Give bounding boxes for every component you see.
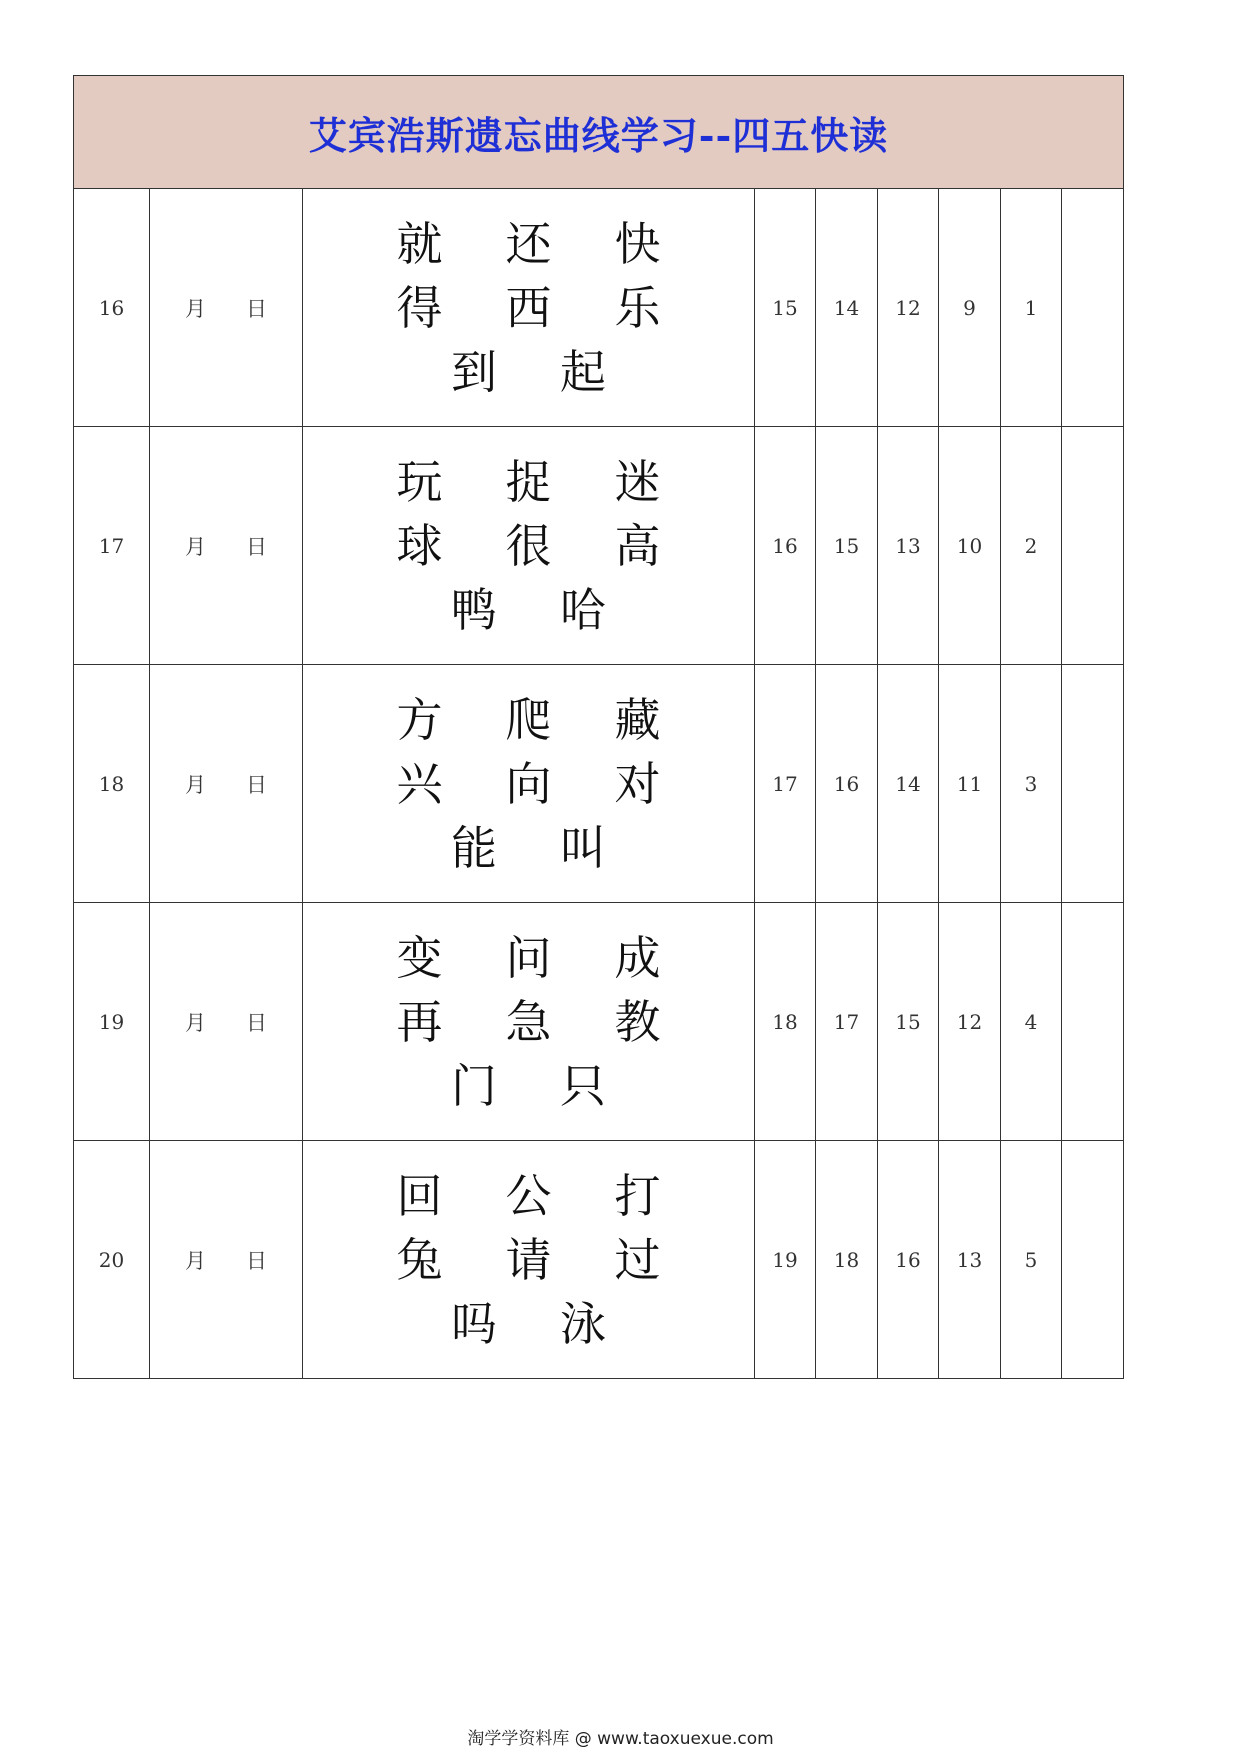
character: 哈 (560, 582, 606, 637)
character: 到 (451, 344, 497, 399)
review-day-cell: 16 (755, 427, 816, 665)
character: 玩 (396, 454, 443, 509)
day-number: 18 (74, 665, 150, 903)
character-line (303, 752, 754, 816)
review-day-cell: 14 (816, 189, 878, 427)
characters-cell (303, 1141, 755, 1379)
characters-cell (303, 665, 755, 903)
review-day-cell: 3 (1001, 665, 1062, 903)
character: 请 (505, 1232, 552, 1287)
character: 成 (614, 930, 661, 985)
day-label: 日 (246, 1010, 267, 1035)
character: 教 (614, 994, 661, 1049)
character: 回 (396, 1168, 443, 1223)
character: 问 (505, 930, 552, 985)
character: 捉 (505, 454, 552, 509)
review-day-cell: 12 (939, 903, 1001, 1141)
character-line (303, 578, 754, 642)
month-label: 月 (185, 1010, 206, 1035)
review-day-cell: 15 (816, 427, 878, 665)
character: 西 (505, 280, 552, 335)
review-day-cell: 13 (939, 1141, 1001, 1379)
character: 很 (505, 518, 552, 573)
date-cell (150, 665, 303, 903)
date-cell (150, 189, 303, 427)
character: 急 (505, 994, 552, 1049)
review-day-cell: 15 (755, 189, 816, 427)
day-number: 20 (74, 1141, 150, 1379)
footer-watermark: 淘学学资料库 @ www.taoxuexue.com (467, 1729, 774, 1749)
review-day-cell: 13 (878, 427, 939, 665)
character-line (303, 514, 754, 578)
character: 迷 (614, 454, 661, 509)
review-day-cell (1062, 903, 1124, 1141)
day-number: 16 (74, 189, 150, 427)
character-line (303, 816, 754, 880)
review-day-cell: 17 (755, 665, 816, 903)
day-number: 17 (74, 427, 150, 665)
character: 泳 (560, 1296, 606, 1351)
character-line (303, 688, 754, 752)
character: 兴 (396, 756, 443, 811)
review-day-cell: 5 (1001, 1141, 1062, 1379)
characters-cell (303, 189, 755, 427)
character: 对 (614, 756, 661, 811)
character: 还 (505, 216, 552, 271)
review-day-cell: 4 (1001, 903, 1062, 1141)
review-day-cell: 16 (816, 665, 878, 903)
character: 能 (451, 820, 497, 875)
character: 兔 (396, 1232, 443, 1287)
character: 只 (560, 1058, 606, 1113)
character-line (303, 450, 754, 514)
review-day-cell: 10 (939, 427, 1001, 665)
review-day-cell: 11 (939, 665, 1001, 903)
character: 起 (560, 344, 606, 399)
character: 变 (396, 930, 443, 985)
review-day-cell: 2 (1001, 427, 1062, 665)
month-label: 月 (185, 534, 206, 559)
review-day-cell: 18 (755, 903, 816, 1141)
day-label: 日 (246, 296, 267, 321)
character-line (303, 990, 754, 1054)
character: 快 (614, 216, 661, 271)
day-label: 日 (246, 1248, 267, 1273)
character-line (303, 1228, 754, 1292)
review-day-cell: 19 (755, 1141, 816, 1379)
character: 方 (396, 692, 443, 747)
review-day-cell: 12 (878, 189, 939, 427)
character: 吗 (451, 1296, 497, 1351)
character: 再 (396, 994, 443, 1049)
review-day-cell (1062, 427, 1124, 665)
review-day-cell (1062, 665, 1124, 903)
character: 爬 (505, 692, 552, 747)
character-line (303, 276, 754, 340)
table-row (74, 903, 1124, 1141)
character: 藏 (614, 692, 661, 747)
date-cell (150, 427, 303, 665)
character: 球 (396, 518, 443, 573)
month-label: 月 (185, 1248, 206, 1273)
review-day-cell (1062, 1141, 1124, 1379)
table-row (74, 1141, 1124, 1379)
character-line (303, 926, 754, 990)
review-day-cell: 18 (816, 1141, 878, 1379)
page-title: 艾宾浩斯遗忘曲线学习--四五快读 (74, 76, 1124, 189)
character: 公 (505, 1168, 552, 1223)
day-label: 日 (246, 772, 267, 797)
date-cell (150, 1141, 303, 1379)
review-day-cell: 14 (878, 665, 939, 903)
character-line (303, 340, 754, 404)
character-line (303, 1054, 754, 1118)
character: 门 (451, 1058, 497, 1113)
review-day-cell (1062, 189, 1124, 427)
character: 过 (614, 1232, 661, 1287)
character: 打 (614, 1168, 661, 1223)
day-label: 日 (246, 534, 267, 559)
review-day-cell: 15 (878, 903, 939, 1141)
character: 得 (396, 280, 443, 335)
character: 向 (505, 756, 552, 811)
table-row (74, 665, 1124, 903)
review-day-cell: 17 (816, 903, 878, 1141)
character-line (303, 1164, 754, 1228)
date-cell (150, 903, 303, 1141)
characters-cell (303, 427, 755, 665)
month-label: 月 (185, 296, 206, 321)
table-row (74, 427, 1124, 665)
review-day-cell: 1 (1001, 189, 1062, 427)
character-line (303, 1292, 754, 1356)
table-row (74, 189, 1124, 427)
review-table (73, 75, 1124, 1379)
character-line (303, 212, 754, 276)
review-day-cell: 9 (939, 189, 1001, 427)
characters-cell (303, 903, 755, 1141)
review-day-cell: 16 (878, 1141, 939, 1379)
character: 鸭 (451, 582, 497, 637)
character: 乐 (614, 280, 661, 335)
character: 叫 (560, 820, 606, 875)
character: 高 (614, 518, 661, 573)
character: 就 (396, 216, 443, 271)
day-number: 19 (74, 903, 150, 1141)
month-label: 月 (185, 772, 206, 797)
